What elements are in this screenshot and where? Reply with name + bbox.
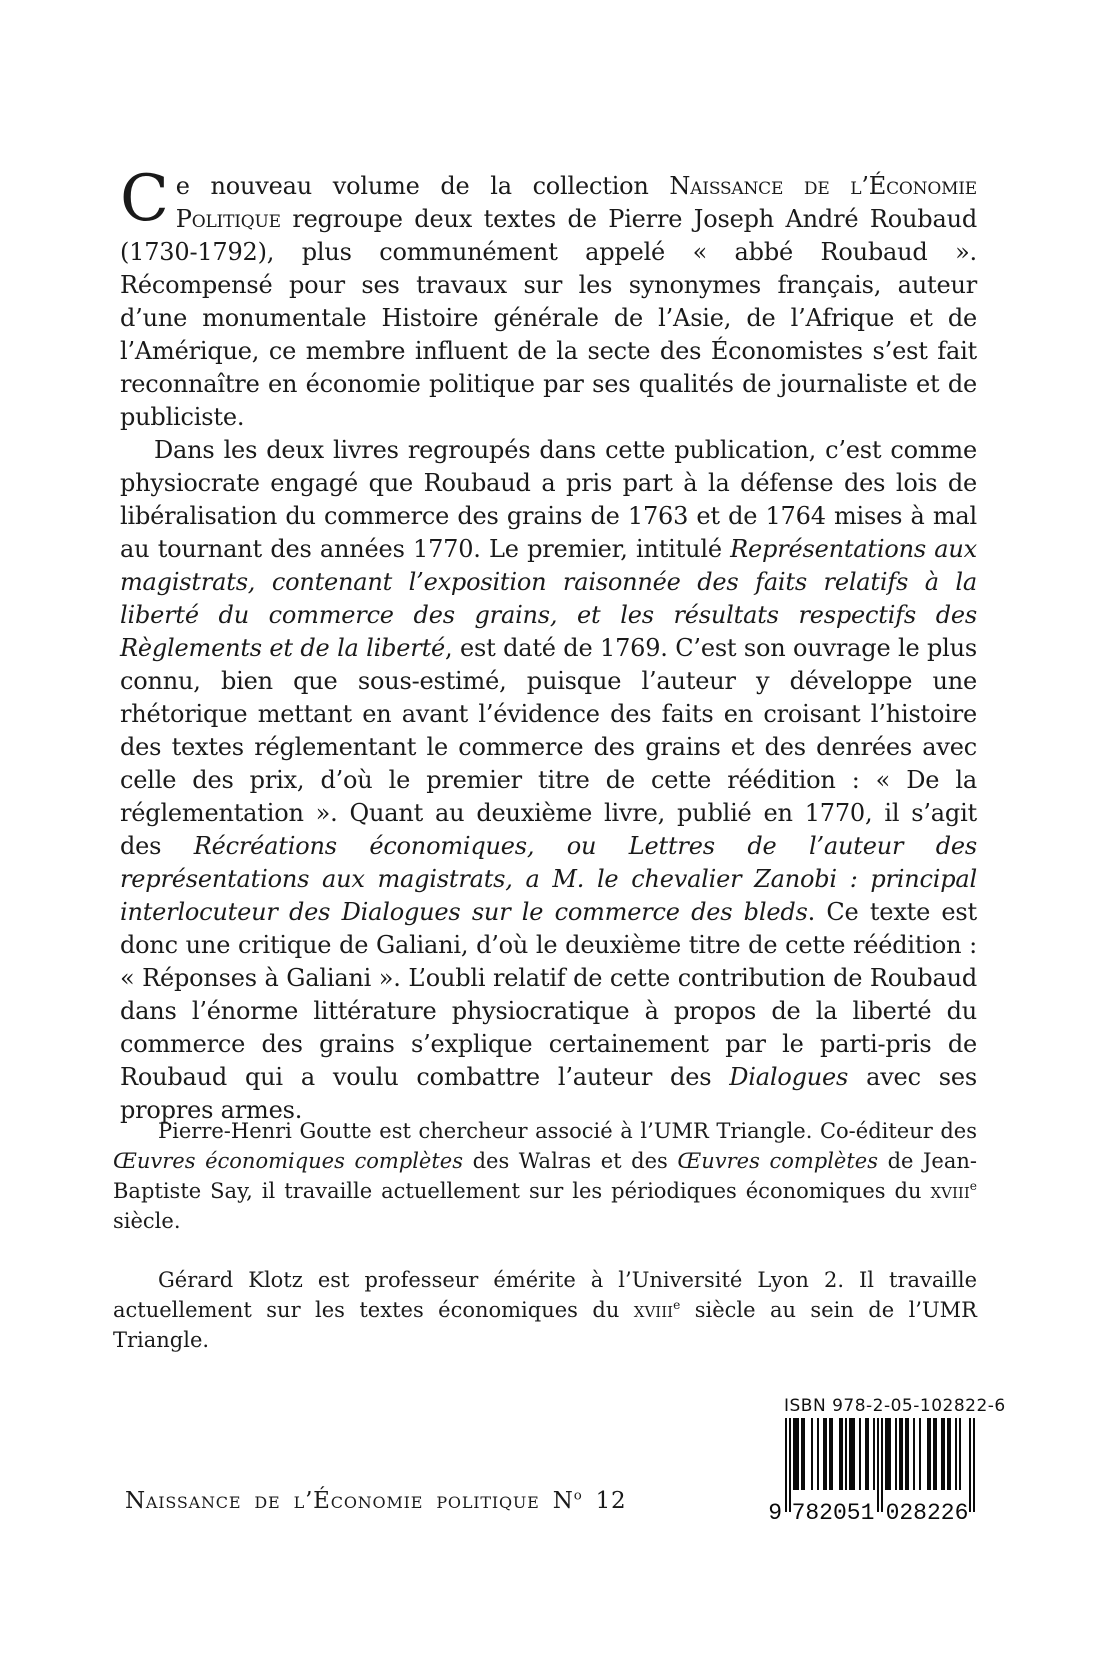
svg-text:782051: 782051 xyxy=(791,1500,875,1524)
svg-text:028226: 028226 xyxy=(885,1500,969,1524)
synopsis xyxy=(120,162,977,1127)
paragraph-text: Dans les deux livres regroupés dans cette publication, c’est comme physiocrate engagé que Roubaud a pris part à la défense des lois de libéralisation du commerce des grains de 1763 et de 1764 mises à mal au tournant des années 1770. Le premier, intitulé Représentations aux magistrats, contenant l’exposition raisonnée des faits relatifs à la liberté du commerce des grains, et les résultats respectifs des Règlements et de la liberté, est daté de 1769. C’est son ouvrage le plus connu, bien que sous-estimé, puisque l’auteur y développe une rhétorique mettant en avant l’évidence des faits en croisant l’histoire des textes réglementant le commerce des grains et des denrées avec celle des prix, d’où le premier titre de cette réédition : « De la réglementation ». Quant au deuxième livre, publié en 1770, il s’agit des Récréations économiques, ou Lettres de l’auteur des représentations aux magistrats, a M. le chevalier Zanobi : principal interlocuteur des Dialogues sur le commerce des bleds. Ce texte est donc une critique de Galiani, d’où le deuxième titre de cette réédition : « Réponses à Galiani ». L’oubli relatif de cette contribution de Roubaud dans l’énorme littérature physiocratique à propos de la liberté du commerce des grains s’explique certainement par le parti-pris de Roubaud qui a voulu combattre l’auteur des Dialogues avec ses propres armes. xyxy=(120,436,977,1124)
bio-text: Gérard Klotz est professeur émérite à l’Université Lyon 2. Il travaille actuellement sur les textes économiques du xviii$^e$ siècle au sein de l’UMR Triangle. xyxy=(113,1268,977,1352)
isbn-block xyxy=(760,1396,1006,1524)
drop-cap: C xyxy=(120,162,169,236)
svg-text:9: 9 xyxy=(768,1500,782,1524)
bio-pierre-henri-goutte xyxy=(113,1116,977,1236)
author-bios xyxy=(113,1116,977,1355)
synopsis-paragraph-2 xyxy=(120,434,977,1127)
synopsis-paragraph-1 xyxy=(120,162,977,434)
bio-text: Pierre-Henri Goutte est chercheur associé à l’UMR Triangle. Co-éditeur des Œuvres économiques complètes des Walras et des Œuvres complètes de Jean-Baptiste Say, il travaille actuellement sur les périodiques économiques du xviii$^e$ siècle. xyxy=(113,1119,977,1233)
bio-gerard-klotz xyxy=(113,1265,977,1355)
isbn-label: ISBN 978-2-05-102822-6 xyxy=(784,1396,1006,1416)
collection-title: Naissance de l’Économie politique $N^o$ 12 xyxy=(125,1488,627,1514)
paragraph-text: e nouveau volume de la collection Naissance de l’Économie Politique regroupe deux textes de Pierre Joseph André Roubaud (1730-1792), plus communément appelé « abbé Roubaud ». Récompensé pour ses travaux sur les synonymes français, auteur d’une monumentale Histoire générale de l’Asie, de l’Afrique et de l’Amérique, ce membre influent de la secte des Économistes s’est fait reconnaître en économie politique par ses qualités de journaliste et de publiciste. xyxy=(120,172,977,431)
ean13-barcode xyxy=(760,1418,978,1524)
collection-footer xyxy=(125,1488,627,1514)
